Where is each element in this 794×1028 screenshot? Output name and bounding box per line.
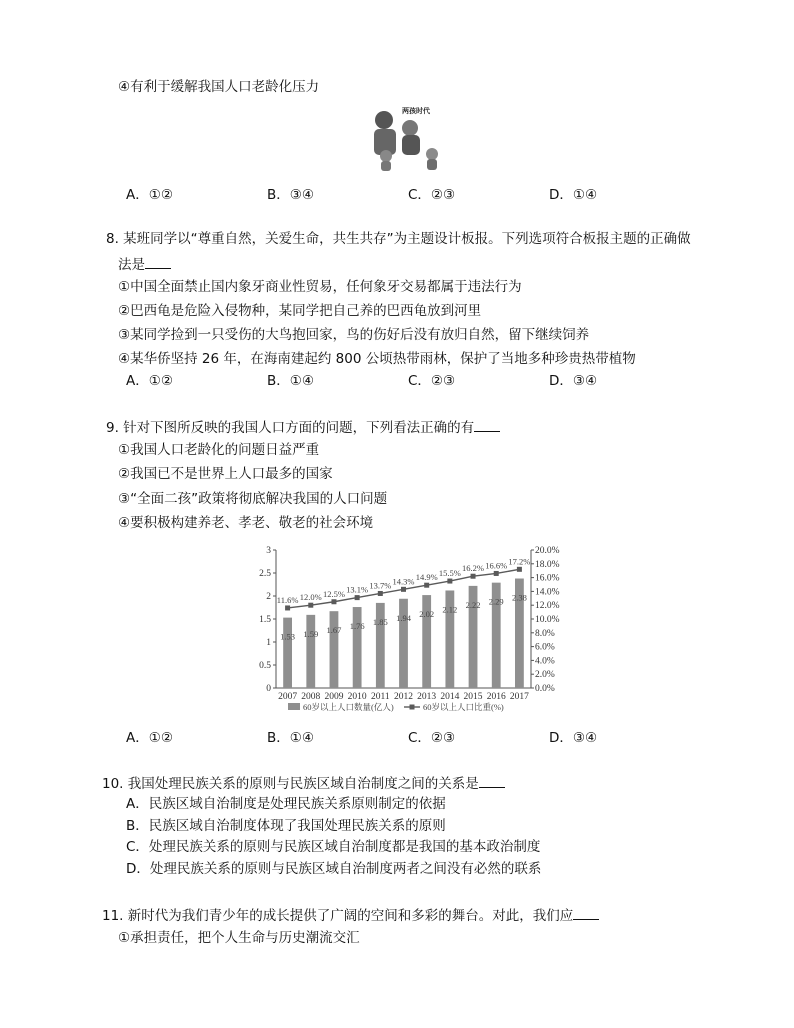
x-tick-label: 2008 — [301, 692, 321, 702]
q8-item-2: ②巴西龟是危险入侵物种，某同学把自己养的巴西龟放到河里 — [118, 303, 482, 319]
left-tick-label: 2 — [266, 592, 271, 602]
q7-item-4: ④有利于缓解我国人口老龄化压力 — [118, 79, 320, 95]
right-tick-label: 14.0% — [535, 587, 560, 598]
line-data-label: 17.2% — [508, 556, 531, 567]
line-data-label: 14.9% — [415, 572, 438, 583]
q9-item-1: ①我国人口老龄化的问题日益严重 — [118, 442, 320, 458]
q9-option-d: D．③④ — [549, 730, 598, 746]
bar-data-label: 2.38 — [511, 592, 527, 603]
line-data-label: 12.5% — [322, 588, 345, 599]
q10-option-c: C．处理民族关系的原则与民族区域自治制度都是我国的基本政治制度 — [126, 839, 541, 855]
left-tick-label: 1.5 — [259, 615, 271, 625]
bar-data-label: 2.29 — [488, 596, 504, 607]
q10-option-b: B．民族区域自治制度体现了我国处理民族关系的原则 — [126, 818, 446, 834]
line-point — [378, 591, 383, 596]
bar — [353, 607, 362, 688]
x-tick-label: 2017 — [509, 692, 529, 702]
left-tick-label: 1 — [266, 638, 271, 648]
bar-data-label: 1.76 — [349, 621, 365, 632]
right-tick-label: 18.0% — [535, 559, 560, 570]
q10-stem: 10. 我国处理民族关系的原则与民族区域自治制度之间的关系是 — [102, 773, 505, 793]
right-tick-label: 20.0% — [535, 546, 560, 556]
q8-option-b: B．①④ — [267, 373, 314, 389]
left-tick-label: 2.5 — [259, 569, 271, 579]
line-point — [331, 599, 336, 604]
q8-item-4: ④某华侨坚持 26 年，在海南建起约 800 公顷热带雨林，保护了当地多种珍贵热带植物 — [118, 351, 636, 367]
line-data-label: 11.6% — [276, 594, 299, 605]
q9-item-4: ④要积极构建养老、孝老、敬老的社会环境 — [118, 515, 374, 531]
aging-population-chart — [256, 540, 566, 716]
q9-option-c: C．②③ — [408, 730, 456, 746]
legend-line-marker — [410, 705, 415, 710]
left-tick-label: 0.5 — [259, 661, 271, 671]
q8-stem-line-2: 法是 — [118, 254, 171, 274]
two-child-cartoon — [364, 102, 450, 174]
answer-blank — [479, 773, 505, 788]
bar — [376, 603, 385, 688]
q9-option-b: B．①④ — [267, 730, 314, 746]
line-point — [355, 595, 360, 600]
line-data-label: 15.5% — [438, 568, 461, 579]
bar-data-label: 1.53 — [280, 631, 296, 642]
bar-data-label: 1.85 — [372, 616, 388, 627]
right-tick-label: 0.0% — [535, 684, 555, 694]
bar-data-label: 2.12 — [442, 604, 458, 615]
line-data-label: 12.0% — [299, 592, 322, 603]
right-tick-label: 10.0% — [535, 615, 560, 625]
x-tick-label: 2010 — [347, 692, 367, 702]
x-tick-label: 2009 — [324, 692, 344, 702]
bar-data-label: 2.22 — [465, 599, 481, 610]
line-point — [424, 583, 429, 588]
legend-bar-label: 60岁以上人口数量(亿人) — [303, 702, 394, 712]
x-tick-label: 2011 — [370, 692, 390, 702]
q7-option-a: A．①② — [126, 187, 173, 203]
answer-blank — [145, 254, 171, 269]
line-point — [447, 579, 452, 584]
answer-blank — [474, 417, 500, 432]
bar — [306, 615, 315, 688]
line-data-label: 14.3% — [392, 576, 415, 587]
right-tick-label: 8.0% — [535, 628, 555, 639]
q8-stem-line-1: 8. 某班同学以“尊重自然，关爱生命，共生共存”为主题设计板报。下列选项符合板报主题的正确做 — [106, 231, 691, 247]
q7-option-c: C．②③ — [408, 187, 456, 203]
left-tick-label: 3 — [266, 546, 271, 556]
cartoon-title: 两孩时代 — [402, 107, 430, 115]
q9-stem: 9. 针对下图所反映的我国人口方面的问题，下列看法正确的有 — [106, 417, 500, 437]
bar-data-label: 1.94 — [396, 612, 411, 623]
x-tick-label: 2014 — [440, 692, 460, 702]
legend-bar-swatch — [288, 703, 300, 710]
q10-option-d: D．处理民族关系的原则与民族区域自治制度两者之间没有必然的联系 — [126, 861, 542, 877]
q8-item-1: ①中国全面禁止国内象牙商业性贸易，任何象牙交易都属于违法行为 — [118, 279, 522, 295]
line-point — [401, 587, 406, 592]
right-tick-label: 6.0% — [535, 642, 555, 653]
q11-item-1: ①承担责任，把个人生命与历史潮流交汇 — [118, 930, 360, 946]
q10-option-a: A．民族区域自治制度是处理民族关系原则制定的依据 — [126, 796, 446, 812]
x-tick-label: 2016 — [486, 692, 506, 702]
line-data-label: 13.7% — [369, 580, 392, 591]
line-point — [308, 603, 313, 608]
q9-option-a: A．①② — [126, 730, 173, 746]
bar — [330, 611, 339, 688]
answer-blank — [573, 905, 599, 920]
q11-stem: 11. 新时代为我们青少年的成长提供了广阔的空间和多彩的舞台。对此，我们应 — [102, 905, 599, 925]
q9-item-2: ②我国已不是世界上人口最多的国家 — [118, 466, 333, 482]
bar-data-label: 2.02 — [419, 609, 435, 620]
line-data-label: 13.1% — [346, 584, 369, 595]
q7-option-b: B．③④ — [267, 187, 314, 203]
x-tick-label: 2015 — [463, 692, 483, 702]
x-tick-label: 2012 — [394, 692, 413, 702]
right-tick-label: 16.0% — [535, 573, 560, 584]
x-tick-label: 2013 — [417, 692, 437, 702]
q8-option-c: C．②③ — [408, 373, 456, 389]
q8-item-3: ③某同学捡到一只受伤的大鸟抱回家，鸟的伤好后没有放归自然，留下继续饲养 — [118, 327, 590, 343]
bar-data-label: 1.67 — [326, 625, 342, 636]
line-point — [517, 567, 522, 572]
line-data-label: 16.2% — [462, 563, 485, 574]
line-point — [471, 574, 476, 579]
x-tick-label: 2007 — [278, 692, 298, 702]
right-tick-label: 4.0% — [535, 656, 555, 667]
bar-data-label: 1.59 — [303, 628, 319, 639]
line-data-label: 16.6% — [485, 560, 508, 571]
line-point — [494, 571, 499, 576]
q9-item-3: ③“全面二孩”政策将彻底解决我国的人口问题 — [118, 491, 388, 507]
right-tick-label: 2.0% — [535, 670, 555, 681]
right-tick-label: 12.0% — [535, 601, 560, 612]
line-point — [285, 605, 290, 610]
q7-option-d: D．①④ — [549, 187, 598, 203]
q8-option-d: D．③④ — [549, 373, 598, 389]
bar — [283, 618, 292, 688]
left-tick-label: 0 — [266, 684, 271, 694]
legend-line-label: 60岁以上人口比重(%) — [423, 702, 504, 712]
q8-option-a: A．①② — [126, 373, 173, 389]
